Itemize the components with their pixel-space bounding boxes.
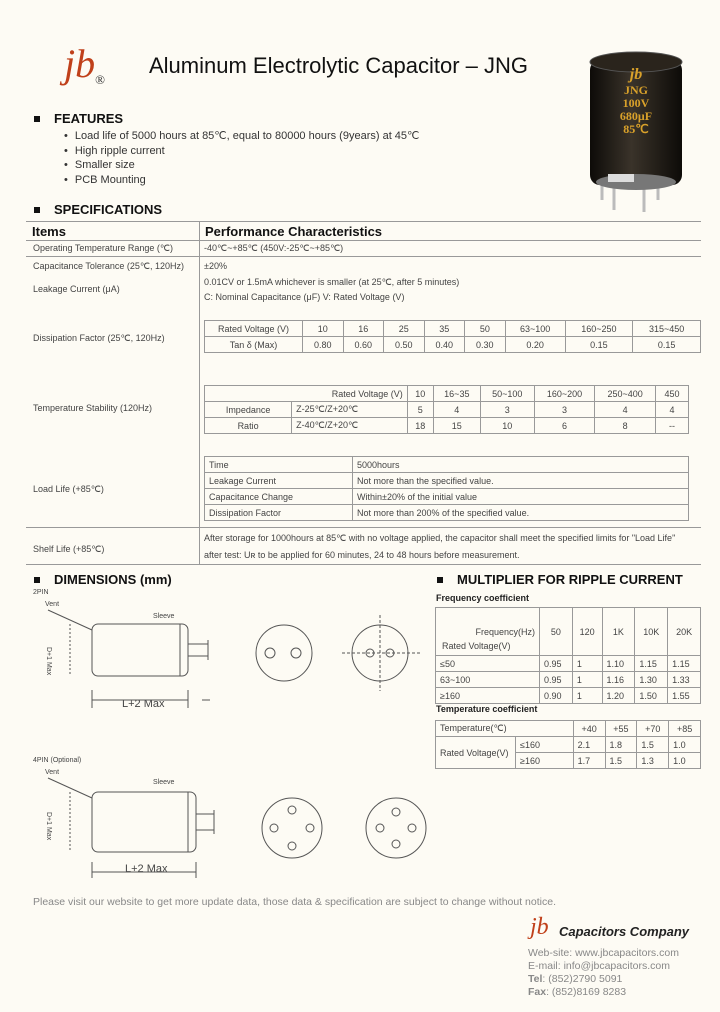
table-cell: 1: [572, 672, 602, 688]
capacitor-label: [588, 66, 684, 136]
table-cell: --: [656, 418, 689, 434]
table-cell: 63~100: [436, 672, 540, 688]
sleeve-label-2: Sleeve: [153, 779, 175, 786]
table-cell: 50: [465, 321, 506, 337]
table-cell: +70: [637, 721, 669, 737]
table-cell: Tan δ (Max): [205, 337, 303, 353]
table-cell: Capacitance Change: [205, 489, 353, 505]
brand-logo: [64, 41, 106, 102]
table-cell: 20K: [668, 608, 701, 656]
table-cell: +85: [669, 721, 701, 737]
load-life-table: [204, 456, 689, 521]
vent-label-2: Vent: [45, 769, 60, 776]
table-cell: 450: [656, 386, 689, 402]
cap-temp: 85℃: [623, 122, 649, 136]
temp-coef-heading: Temperature coefficient: [436, 704, 538, 714]
cap-tol-value: ±20%: [204, 261, 227, 271]
bullet-square-icon: [34, 116, 40, 122]
table-cell: Z-25℃/Z+20℃: [292, 402, 408, 418]
table-row: [436, 656, 701, 672]
dimension-drawing-4pin: [30, 768, 450, 880]
features-heading: [34, 111, 123, 126]
table-cell: 120: [572, 608, 602, 656]
table-cell: 0.30: [465, 337, 506, 353]
tel-value: : (852)2790 5091: [542, 973, 623, 985]
table-cell: Rated Voltage (V): [205, 386, 408, 402]
multiplier-heading-text: MULTIPLIER FOR RIPPLE CURRENT: [457, 572, 683, 587]
table-row: [436, 737, 701, 753]
table-cell: 6: [534, 418, 595, 434]
freq-header: Frequency(Hz): [475, 627, 535, 637]
website-link[interactable]: Web-site: www.jbcapacitors.com: [528, 947, 679, 959]
dimension-drawing-2pin: [30, 600, 450, 712]
table-cell: 4: [433, 402, 480, 418]
table-cell: 3: [534, 402, 595, 418]
leakage-label: Leakage Current (μA): [33, 284, 120, 294]
table-cell: Not more than 200% of the specified value.: [353, 505, 689, 521]
table-cell: 2.1: [573, 737, 605, 753]
table-row: [205, 505, 689, 521]
df-table: [204, 320, 701, 353]
table-cell: 3: [480, 402, 534, 418]
table-row: [436, 672, 701, 688]
table-cell: 1.0: [669, 737, 701, 753]
table-cell: Leakage Current: [205, 473, 353, 489]
logo-text: jb: [64, 41, 96, 86]
table-cell: Temperature(℃): [436, 721, 574, 737]
list-item: • Load life of 5000 hours at 85℃, equal to 80000 hours (9years) at 45℃: [64, 129, 419, 144]
table-cell: 160~200: [534, 386, 595, 402]
table-cell: 0.40: [424, 337, 465, 353]
email-link[interactable]: E-mail: info@jbcapacitors.com: [528, 960, 670, 972]
table-row: [205, 337, 701, 353]
df-label: Dissipation Factor (25℃, 120Hz): [33, 333, 165, 343]
table-cell: 160~250: [565, 321, 633, 337]
table-row: [205, 386, 689, 402]
table-cell: [436, 608, 540, 656]
features-list: [64, 129, 419, 187]
table-row: [205, 321, 701, 337]
bullet-square-icon: [34, 577, 40, 583]
sleeve-label: Sleeve: [153, 613, 175, 620]
leakage-value: 0.01CV or 1.5mA whichever is smaller (at 25℃, after 5 minutes): [204, 277, 460, 287]
table-cell: 16~35: [433, 386, 480, 402]
list-item: • PCB Mounting: [64, 173, 419, 188]
table-cell: 0.15: [633, 337, 701, 353]
table-cell: 1.7: [573, 753, 605, 769]
specifications-heading-text: SPECIFICATIONS: [54, 202, 163, 217]
table-cell: 35: [424, 321, 465, 337]
table-cell: 0.95: [540, 672, 573, 688]
company-name: Capacitors Company: [559, 924, 690, 939]
table-row: [205, 489, 689, 505]
table-cell: 1.15: [635, 656, 668, 672]
table-row: [436, 721, 701, 737]
table-cell: 5: [407, 402, 433, 418]
table-cell: 0.95: [540, 656, 573, 672]
table-cell: +40: [573, 721, 605, 737]
temp-stab-label: Temperature Stability (120Hz): [33, 403, 153, 413]
table-row: [436, 608, 701, 656]
table-cell: 1.30: [635, 672, 668, 688]
table-cell: 0.50: [384, 337, 425, 353]
pin2-label: 2PIN: [33, 589, 49, 596]
table-cell: 0.15: [565, 337, 633, 353]
temp-coef-table: [435, 720, 701, 769]
leakage-note: C: Nominal Capacitance (μF) V: Rated Voltage (V): [204, 292, 405, 302]
table-cell: 1: [572, 688, 602, 704]
tel-line: [528, 973, 622, 985]
shelf-life-value-2: after test: Uʀ to be applied for 60 minutes, 24 to 48 hours before measurement.: [204, 550, 520, 560]
multiplier-heading: [437, 572, 683, 587]
table-row: [205, 418, 689, 434]
fax-line: [528, 986, 626, 998]
table-cell: Time: [205, 457, 353, 473]
cap-brand: jb: [629, 66, 643, 83]
specifications-heading: [34, 202, 162, 217]
table-cell: Dissipation Factor: [205, 505, 353, 521]
list-item: • Smaller size: [64, 158, 419, 173]
table-cell: 1.3: [637, 753, 669, 769]
table-cell: ≥160: [516, 753, 574, 769]
table-cell: 0.80: [303, 337, 344, 353]
table-cell: 1.20: [602, 688, 635, 704]
table-cell: 4: [595, 402, 656, 418]
dia-label-2: D+1 Max: [45, 812, 52, 841]
table-cell: Within±20% of the initial value: [353, 489, 689, 505]
table-cell: 1.5: [637, 737, 669, 753]
vent-label: Vent: [45, 601, 60, 608]
table-cell: 1.0: [669, 753, 701, 769]
cap-tol-label: Capacitance Tolerance (25℃, 120Hz): [33, 261, 185, 271]
fax-label: Fax: [528, 986, 547, 998]
table-row: [436, 688, 701, 704]
length-label: L+2 Max: [122, 698, 165, 710]
table-cell: 50: [540, 608, 573, 656]
registered-mark: ®: [95, 72, 106, 87]
table-cell: Ratio: [205, 418, 292, 434]
table-cell: 50~100: [480, 386, 534, 402]
table-cell: Rated Voltage (V): [205, 321, 303, 337]
list-item: • High ripple current: [64, 144, 419, 159]
table-cell: Not more than the specified value.: [353, 473, 689, 489]
table-cell: 5000hours: [353, 457, 689, 473]
table-cell: 10: [303, 321, 344, 337]
table-cell: Z-40℃/Z+20℃: [292, 418, 408, 434]
table-cell: 1K: [602, 608, 635, 656]
pin4-label: 4PIN (Optional): [33, 757, 82, 764]
table-cell: 63~100: [505, 321, 565, 337]
dimensions-heading-text: DIMENSIONS (mm): [54, 572, 172, 587]
table-cell: Rated Voltage(V): [436, 737, 516, 769]
cap-capacitance: 680μF: [619, 109, 653, 123]
table-cell: 250~400: [595, 386, 656, 402]
op-temp-label: Operating Temperature Range (℃): [33, 243, 174, 253]
table-cell: 1.16: [602, 672, 635, 688]
table-cell: +55: [605, 721, 637, 737]
table-cell: 25: [384, 321, 425, 337]
bullet-square-icon: [34, 207, 40, 213]
table-cell: 0.60: [343, 337, 384, 353]
table-cell: 10K: [635, 608, 668, 656]
footer-logo: jb: [530, 914, 549, 940]
shelf-life-value: After storage for 1000hours at 85℃ with no voltage applied, the capacitor shall meet the specified limits for "Load Life": [204, 533, 676, 543]
table-cell: 15: [433, 418, 480, 434]
tel-label: Tel: [528, 973, 543, 985]
dimensions-heading: [34, 572, 172, 587]
col-items-header: Items: [32, 224, 66, 239]
col-perf-header: Performance Characteristics: [205, 224, 383, 239]
table-cell: 0.90: [540, 688, 573, 704]
bullet-square-icon: [437, 577, 443, 583]
load-life-label: Load Life (+85℃): [33, 484, 104, 494]
table-row: [205, 402, 689, 418]
shelf-life-label: Shelf Life (+85℃): [33, 544, 105, 554]
cap-series: JNG: [624, 83, 648, 97]
table-cell: 8: [595, 418, 656, 434]
table-cell: 1.15: [668, 656, 701, 672]
table-row: [205, 473, 689, 489]
table-cell: 1.50: [635, 688, 668, 704]
table-cell: 4: [656, 402, 689, 418]
table-cell: 18: [407, 418, 433, 434]
freq-coef-table: [435, 607, 701, 704]
page-title: Aluminum Electrolytic Capacitor – JNG: [149, 53, 529, 78]
table-cell: 1.8: [605, 737, 637, 753]
table-cell: 10: [407, 386, 433, 402]
table-cell: 1.10: [602, 656, 635, 672]
table-cell: 10: [480, 418, 534, 434]
rated-voltage-header: Rated Voltage(V): [442, 641, 511, 651]
features-heading-text: FEATURES: [54, 111, 124, 126]
table-cell: 1.55: [668, 688, 701, 704]
table-cell: 315~450: [633, 321, 701, 337]
cap-voltage: 100V: [622, 96, 650, 110]
temp-stab-table: [204, 385, 689, 434]
freq-coef-heading: Frequency coefficient: [436, 593, 530, 603]
fax-value: : (852)8169 8283: [546, 986, 627, 998]
table-cell: 1.5: [605, 753, 637, 769]
table-cell: 1.33: [668, 672, 701, 688]
table-row: [205, 457, 689, 473]
table-cell: ≥160: [436, 688, 540, 704]
table-cell: ≤160: [516, 737, 574, 753]
table-cell: Impedance: [205, 402, 292, 418]
footer-note: Please visit our website to get more update data, those data & specification are subject to change without notice.: [33, 896, 556, 908]
table-cell: 1: [572, 656, 602, 672]
table-cell: ≤50: [436, 656, 540, 672]
table-cell: 0.20: [505, 337, 565, 353]
table-cell: 16: [343, 321, 384, 337]
length-label-2: L+2 Max: [125, 863, 168, 875]
dia-label: D+1 Max: [45, 647, 52, 676]
op-temp-value: -40℃~+85℃ (450V:-25℃~+85℃): [204, 243, 344, 253]
